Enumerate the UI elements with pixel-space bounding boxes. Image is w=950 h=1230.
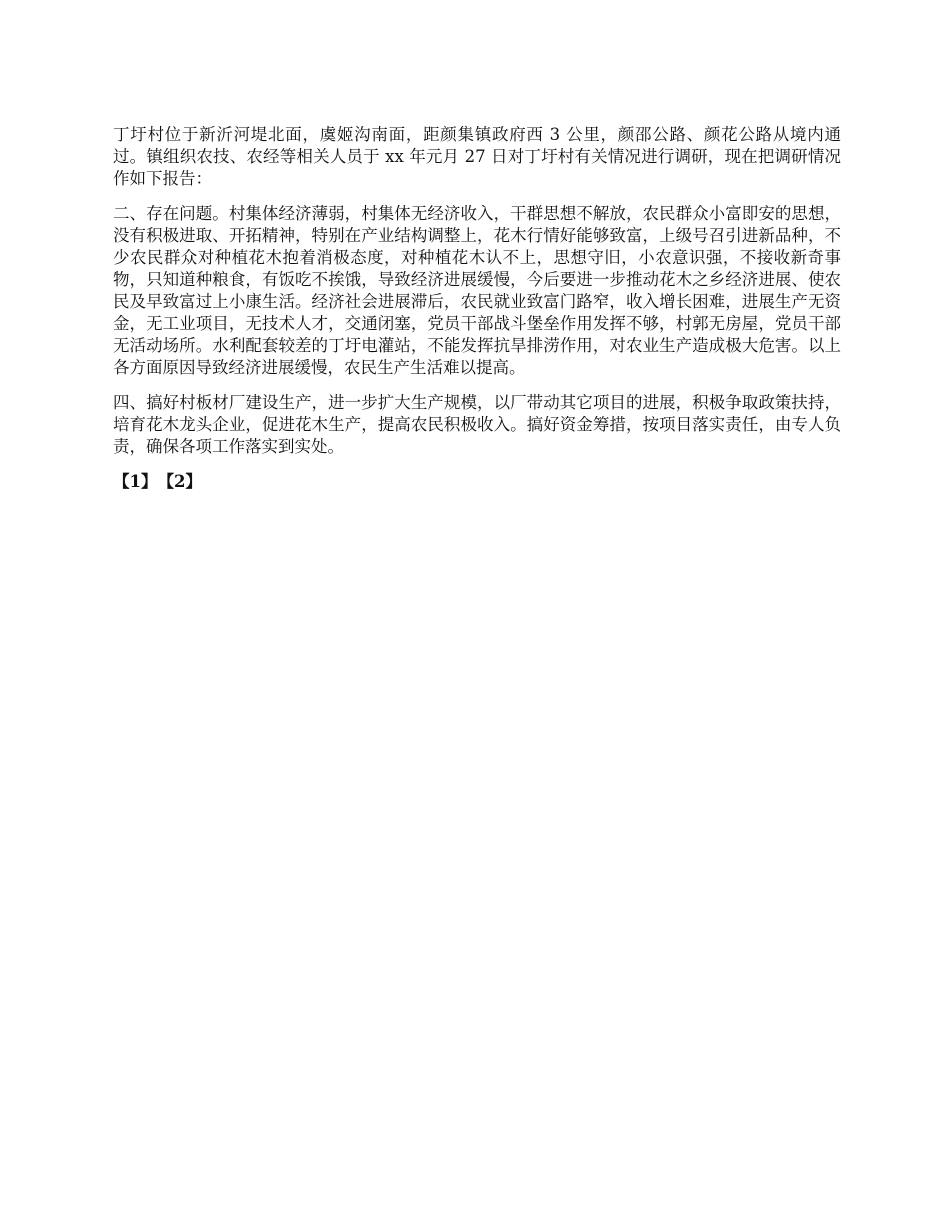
document-body [113, 124, 841, 493]
page-link-2[interactable]: 【2】 [157, 472, 202, 491]
paragraph-intro: 丁圩村位于新沂河堤北面，虞姬沟南面，距颜集镇政府西 3 公里，颜邵公路、颜花公路从境内通过。镇组织农技、农经等相关人员于 xx 年元月 27 日对丁圩村有关情况进行调研，现在把调研情况作如下报告： [113, 125, 841, 188]
paragraph-problems: 二、存在问题。村集体经济薄弱，村集体无经济收入，干群思想不解放，农民群众小富即安的思想，没有积极进取、开拓精神，特别在产业结构调整上，花木行情好能够致富，上级号召引进新品种，不少农民群众对种植花木抱着消极态度，对种植花木认不上，思想守旧，小农意识强，不接收新奇事物，只知道种粮食，有饭吃不挨饿，导致经济进展缓慢，今后要进一步推动花木之乡经济进展、使农民及早致富过上小康生活。经济社会进展滞后，农民就业致富门路窄，收入增长困难，进展生产无资金，无工业项目，无技术人才，交通闭塞，党员干部战斗堡垒作用发挥不够，村郭无房屋，党员干部无活动场所。水利配套较差的丁圩电灌站，不能发挥抗旱排涝作用，对农业生产造成极大危害。以上各方面原因导致经济进展缓慢，农民生产生活难以提高。 [113, 204, 841, 377]
pagination [113, 471, 841, 493]
page-link-1[interactable]: 【1】 [113, 472, 158, 491]
paragraph-measures: 四、搞好村板材厂建设生产，进一步扩大生产规模，以厂带动其它项目的进展，积极争取政策扶持，培育花木龙头企业，促进花木生产，提高农民积极收入。搞好资金筹措，按项目落实责任，由专人负责，确保各项工作落实到实处。 [113, 393, 841, 456]
